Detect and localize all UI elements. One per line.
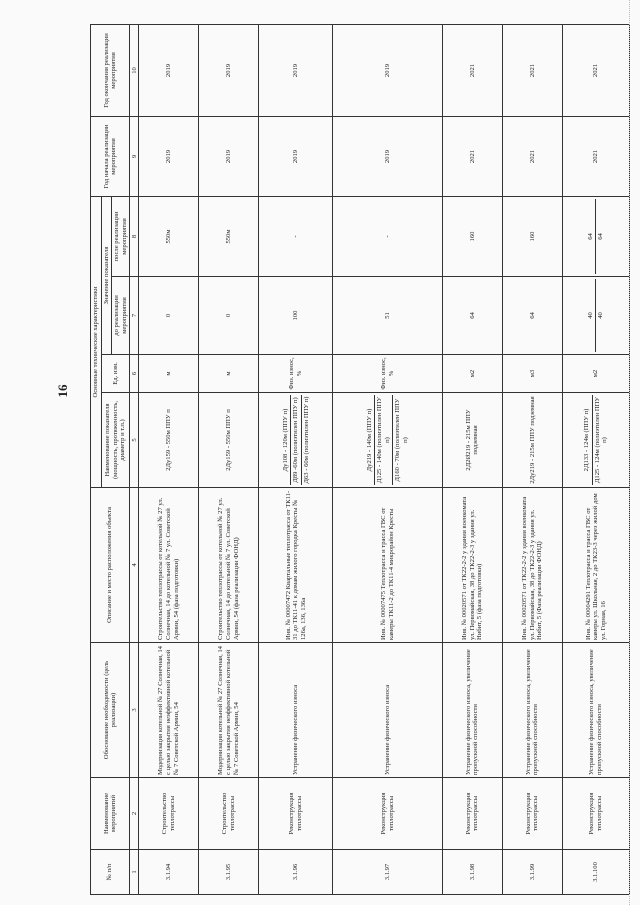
indicator-line: Д89 -60м (полиэтилен ППУ п) — [290, 395, 300, 485]
row-unit: м — [139, 355, 199, 393]
column-number: 8 — [130, 197, 139, 277]
row-justification: Устранение физического износа, увеличение пропускной способности — [502, 643, 562, 778]
header-end-year: Год окончания реализации мероприятия — [91, 25, 130, 117]
row-description: Инв. № 00020571 от ТК22-2-2 у здания военкомата ул. Первомайская, 38 до ТК22-2-3 у здания ул. Нибит, 5 (Фаза реализации ФОНД) — [502, 488, 562, 643]
row-description: Инв. № 00007475 Теплотрасса и трасса ГВС от камеры ТК11-2 до ТК11-4 микрорайон Кресты — [333, 488, 442, 643]
row-unit: Физ. износ, % — [333, 355, 442, 393]
row-justification: Устранение физического износа, увеличение пропускной способности — [562, 643, 629, 778]
value-line: 40 — [586, 312, 594, 319]
table-row — [442, 25, 502, 895]
row-start-year: 2021 — [502, 117, 562, 197]
header-start-year: Год начала реализации мероприятия — [91, 117, 130, 197]
row-start-year: 2019 — [259, 117, 333, 197]
table-row — [139, 25, 199, 895]
header-before: до реализации мероприятия — [112, 277, 130, 355]
indicator-line: Д63 - 60м (полиэтилен ППУ п) — [302, 396, 310, 484]
column-number: 3 — [130, 643, 139, 778]
column-number: 9 — [130, 117, 139, 197]
row-name: Реконструкция теплотрассы — [442, 778, 502, 850]
row-justification: Устранение физического износа — [333, 643, 442, 778]
row-before: 64 — [442, 277, 502, 355]
rotated-table-container — [90, 25, 630, 895]
row-indicator: 2Ду219 - 215м ППУ подземная — [502, 393, 562, 488]
row-num: 3.1.99 — [502, 850, 562, 895]
header-value-group: Значение показателя — [101, 197, 112, 355]
value-line: 64 — [595, 199, 605, 274]
column-number: 6 — [130, 355, 139, 393]
row-num: 3.1.100 — [562, 850, 629, 895]
row-unit: м3 — [502, 355, 562, 393]
row-num: 3.1.94 — [139, 850, 199, 895]
table-row — [502, 25, 562, 895]
row-justification: Устранение физического износа — [259, 643, 333, 778]
row-after: 550м — [139, 197, 199, 277]
row-num: 3.1.95 — [199, 850, 259, 895]
row-num: 3.1.97 — [333, 850, 442, 895]
row-end-year: 2021 — [502, 25, 562, 117]
row-after: - — [333, 197, 442, 277]
value-line: 64 — [586, 233, 594, 240]
row-before — [562, 277, 629, 355]
header-unit: Ед. изм. — [101, 355, 130, 393]
row-num: 3.1.96 — [259, 850, 333, 895]
table-row — [562, 25, 629, 895]
row-before: 100 — [259, 277, 333, 355]
row-before: 64 — [502, 277, 562, 355]
row-justification: Устранение физического износа, увеличение пропускной способности — [442, 643, 502, 778]
table-row — [333, 25, 442, 895]
row-start-year: 2021 — [442, 117, 502, 197]
measures-table — [90, 24, 630, 895]
row-end-year: 2019 — [139, 25, 199, 117]
header-num: № п/п — [91, 850, 130, 895]
row-justification: Модернизация котельной № 27 Солнечная, 14 с целью закрытия неэффективной котельной № 7 Советской Армии, 54 — [139, 643, 199, 778]
row-num: 3.1.98 — [442, 850, 502, 895]
scan-edge — [629, 0, 636, 905]
header-indicator: Наименование показателя (мощность, протяженность, диаметр и т.п.) — [101, 393, 130, 488]
column-number: 1 — [130, 850, 139, 895]
row-indicator — [562, 393, 629, 488]
row-description: Строительство теплотрассы от котельной № 27 ул. Солнечная, 14 до котельной № 7 ул. Советской Армии, 54 (фаза реализации ФОНД) — [199, 488, 259, 643]
row-unit: м2 — [562, 355, 629, 393]
column-number: 4 — [130, 488, 139, 643]
row-after: 550м — [199, 197, 259, 277]
table-row — [199, 25, 259, 895]
column-number: 2 — [130, 778, 139, 850]
row-before: 0 — [199, 277, 259, 355]
row-justification: Модернизация котельной № 27 Солнечная, 14 с целью закрытия неэффективной котельной № 7 Советской Армии, 54 — [199, 643, 259, 778]
column-number-row — [130, 25, 139, 895]
column-number: 10 — [130, 25, 139, 117]
row-after — [562, 197, 629, 277]
column-number: 5 — [130, 393, 139, 488]
row-unit: м2 — [442, 355, 502, 393]
row-name: Реконструкция теплотрассы — [562, 778, 629, 850]
row-before: 0 — [139, 277, 199, 355]
row-start-year: 2019 — [199, 117, 259, 197]
row-description: Инв. № 00020571 от ТК22-2-2 у здания военкомата ул. Первомайская, 38 до ТК22-2-3 у здания ул. Нибит, 5 (фаза подготовки) — [442, 488, 502, 643]
row-before: 51 — [333, 277, 442, 355]
row-indicator: 2Ду159 - 550м ППУ п — [139, 393, 199, 488]
row-indicator — [259, 393, 333, 488]
row-end-year: 2019 — [259, 25, 333, 117]
row-name: Реконструкция теплотрассы — [333, 778, 442, 850]
row-name: Реконструкция теплотрассы — [502, 778, 562, 850]
page-number: 16 — [55, 384, 70, 398]
column-number: 7 — [130, 277, 139, 355]
indicator-line: Д125 - 140м (полиэтилен ППУ п) — [376, 396, 391, 484]
row-indicator: 2Д2Ø219 - 215м ППУ подземная — [442, 393, 502, 488]
indicator-line: Д125 - 124м (полиэтилен ППУ п) — [593, 396, 609, 484]
row-name: Строительство теплотрассы — [199, 778, 259, 850]
row-description: Инв. № 00007472 Квартальные теплотрасса от ТК11-31 до ТК11-41 к домам жилого городка Кресты № 126а, 136, 136а — [259, 488, 333, 643]
row-end-year: 2019 — [199, 25, 259, 117]
indicator-line: Ду219 - 140м (ППУ п) — [365, 408, 373, 472]
table-row — [259, 25, 333, 895]
indicator-line: Ду108 - 120м (ППУ п) — [281, 408, 289, 472]
row-start-year: 2019 — [139, 117, 199, 197]
indicator-line: 2Д133 - 124м (ППУ п) — [583, 408, 591, 472]
row-description: Строительство теплотрассы от котельной № 27 ул. Солнечная, 14 до котельной № 7 ул. Советской Армии, 54 (фаза подготовки) — [139, 488, 199, 643]
header-name: Наименование мероприятий — [91, 778, 130, 850]
row-unit: Физ. износ, % — [259, 355, 333, 393]
row-start-year: 2019 — [333, 117, 442, 197]
header-description: Описание и место расположения объекта — [91, 488, 130, 643]
header-after: после реализации мероприятия — [112, 197, 130, 277]
indicator-line: Д160 - 70м (полиэтилен ППУ п) — [392, 395, 409, 485]
value-line: 40 — [595, 279, 605, 352]
row-after: 160 — [442, 197, 502, 277]
row-end-year: 2021 — [442, 25, 502, 117]
row-end-year: 2019 — [333, 25, 442, 117]
row-description: Инв. № 00004291 Теплотрасса и трасса ГВС от камеры ул. Школьная, 2 до ТК23-3 через жилой дом ул. Горная, 16 — [562, 488, 629, 643]
header-justification: Обоснование необходимости (цель реализации) — [91, 643, 130, 778]
header-tech-group: Основные технические характеристики — [91, 197, 102, 488]
row-name: Реконструкция теплотрассы — [259, 778, 333, 850]
row-unit: м — [199, 355, 259, 393]
row-start-year: 2021 — [562, 117, 629, 197]
row-indicator — [333, 393, 442, 488]
row-indicator: 2Ду159 - 550м ППУ п — [199, 393, 259, 488]
row-name: Строительство теплотрассы — [139, 778, 199, 850]
row-after: - — [259, 197, 333, 277]
row-end-year: 2021 — [562, 25, 629, 117]
row-after: 160 — [502, 197, 562, 277]
